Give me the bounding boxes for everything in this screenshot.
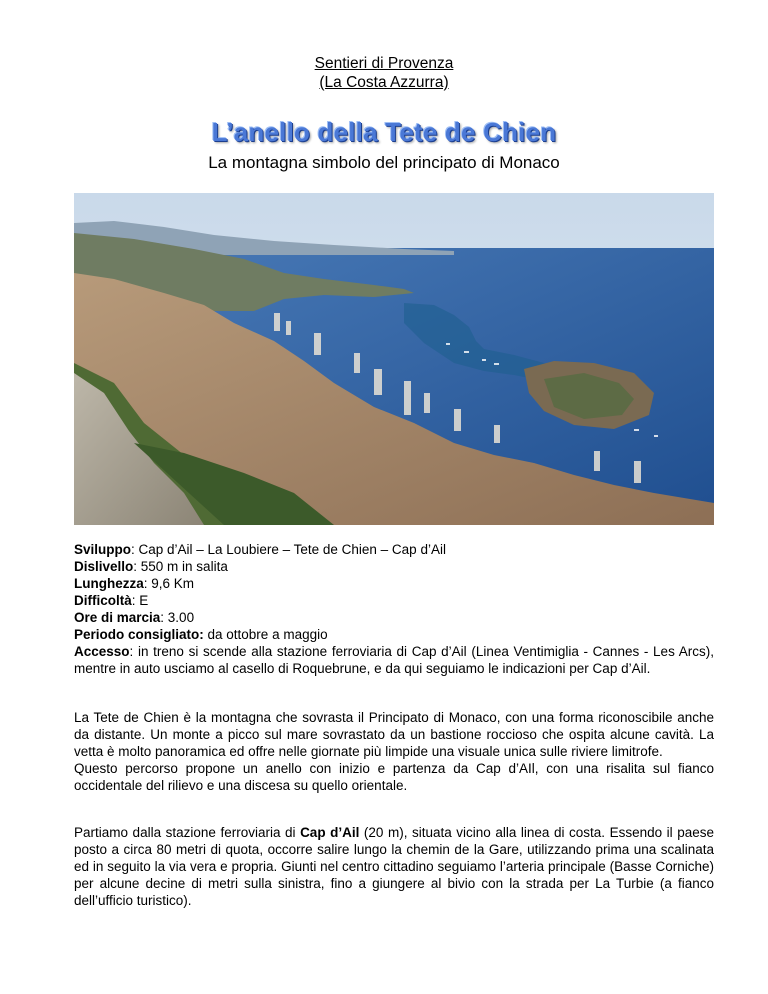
itinerary-block — [74, 824, 714, 909]
info-dislivello: Dislivello: 550 m in salita — [74, 559, 228, 574]
header-line-1: Sentieri di Provenza — [314, 55, 454, 72]
info-lunghezza: Lunghezza: 9,6 Km — [74, 576, 195, 591]
info-sviluppo: Sviluppo: Cap d’Ail – La Loubiere – Tete de Chien – Cap d’Ail — [74, 542, 446, 557]
info-periodo: Periodo consigliato: da ottobre a maggio — [74, 627, 328, 642]
info-difficolta: Difficoltà: E — [74, 593, 149, 608]
document-title: L’anello della Tete de Chien — [211, 117, 557, 147]
document-header — [0, 54, 768, 92]
document-subtitle: La montagna simbolo del principato di Monaco — [208, 153, 560, 172]
description-block — [74, 709, 714, 794]
paragraph-itinerary: Partiamo dalla stazione ferroviaria di Cap d’Ail (20 m), situata vicino alla linea di costa. Essendo il paese posto a circa 80 metri di quota, occorre salire lungo la chemin de la Gare, utilizzando prima una scalinata ed in seguito la via vera e propria. Giunti nel centro cittadino seguiamo l’arteria principale (Basse Corniche) per alcune decine di metri sulla sinistra, fino a giungere al bivio con la strada per La Turbie (a fianco dell’ufficio turistico). — [74, 825, 714, 908]
monaco-panorama-photo — [74, 193, 714, 525]
info-accesso: Accesso: in treno si scende alla stazione ferroviaria di Cap d’Ail (Linea Ventimiglia - Cannes - Les Arcs), mentre in auto usciamo al casello di Roquebrune, e da qui seguiamo le indicazioni per Cap d’Ail. — [74, 644, 714, 676]
paragraph-description: La Tete de Chien è la montagna che sovrasta il Principato di Monaco, con una forma riconoscibile anche da distante. Un monte a picco sul mare sovrastato da un bastione roccioso che ospita alcune cavità. La vetta è molto panoramica ed offre nelle giornate più limpide una visuale unica sulle riviere limitrofe. — [74, 710, 714, 759]
header-line-2: (La Costa Azzurra) — [319, 74, 449, 91]
info-ore-di-marcia: Ore di marcia: 3.00 — [74, 610, 195, 625]
route-info — [74, 541, 714, 677]
paragraph-route-overview: Questo percorso propone un anello con inizio e partenza da Cap d’AIl, con una risalita sul fianco occidentale del rilievo e una discesa su quello orientale. — [74, 761, 714, 793]
